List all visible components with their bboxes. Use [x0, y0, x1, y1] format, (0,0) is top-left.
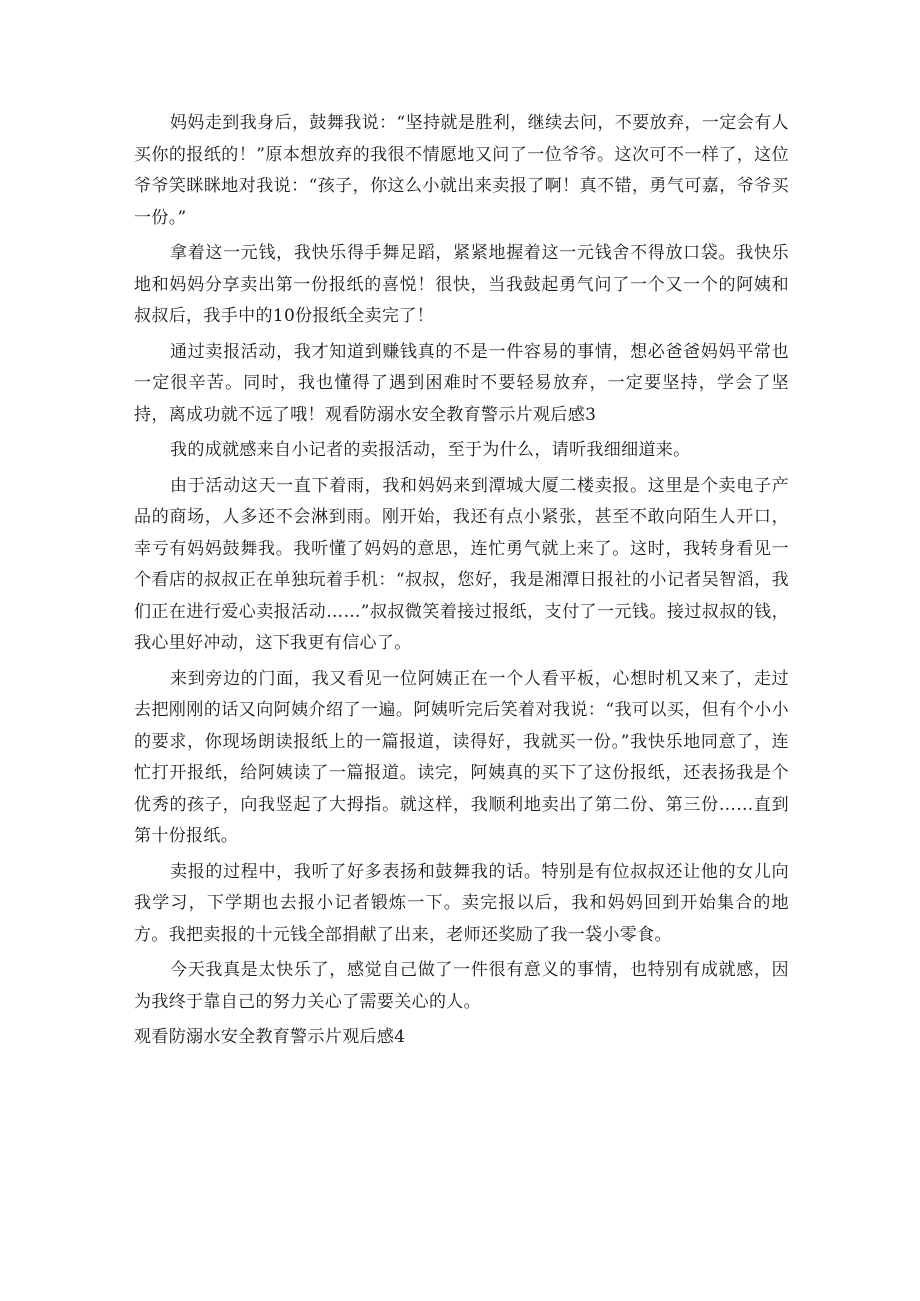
paragraph-3: 通过卖报活动，我才知道到赚钱真的不是一件容易的事情，想必爸爸妈妈平常也一定很辛苦。同时，我也懂得了遇到困难时不要轻易放弃，一定要坚持，学会了坚持，离成功就不远了哦！观看防溺水安全教育警示片观后感3 — [134, 341, 789, 425]
paragraph-8: 今天我真是太快乐了，感觉自己做了一件很有意义的事情，也特别有成就感，因为我终于靠自己的努力关心了需要关心的人。 — [134, 960, 789, 1012]
paragraph-1: 妈妈走到我身后，鼓舞我说：“坚持就是胜利，继续去问，不要放弃，一定会有人买你的报纸的！”原本想放弃的我很不情愿地又问了一位爷爷。这次可不一样了，这位爷爷笑眯眯地对我说：“孩子，你这么小就出来卖报了啊！真不错，勇气可嘉，爷爷买一份。” — [134, 113, 789, 228]
paragraph-6: 来到旁边的门面，我又看见一位阿姨正在一个人看平板，心想时机又来了，走过去把刚刚的话又向阿姨介绍了一遍。阿姨听完后笑着对我说：“我可以买，但有个小小的要求，你现场朗读报纸上的一篇报道，读得好，我就买一份。”我快乐地同意了，连忙打开报纸，给阿姨读了一篇报道。读完，阿姨真的买下了这份报纸，还表扬我是个优秀的孩子，向我竖起了大拇指。就这样，我顺利地卖出了第二份、第三份……直到第十份报纸。 — [134, 668, 789, 846]
paragraph-2: 拿着这一元钱，我快乐得手舞足蹈，紧紧地握着这一元钱舍不得放口袋。我快乐地和妈妈分享卖出第一份报纸的喜悦！很快，当我鼓起勇气问了一个又一个的阿姨和叔叔后，我手中的10份报纸全卖完了！ — [134, 243, 789, 326]
paragraph-4: 我的成就感来自小记者的卖报活动，至于为什么，请听我细细道来。 — [170, 440, 691, 460]
paragraph-5: 由于活动这天一直下着雨，我和妈妈来到潭城大厦二楼卖报。这里是个卖电子产品的商场，人多还不会淋到雨。刚开始，我还有点小紧张，甚至不敢向陌生人开口，幸亏有妈妈鼓舞我。我听懂了妈妈的意思，连忙勇气就上来了。这时，我转身看见一个看店的叔叔正在单独玩着手机：“叔叔，您好，我是湘潭日报社的小记者吴智滔，我们正在进行爱心卖报活动……”叔叔微笑着接过报纸，支付了一元钱。接过叔叔的钱，我心里好冲动，这下我更有信心了。 — [134, 475, 789, 653]
section-heading: 观看防溺水安全教育警示片观后感4 — [134, 1027, 406, 1047]
paragraph-7: 卖报的过程中，我听了好多表扬和鼓舞我的话。特别是有位叔叔还让他的女儿向我学习，下学期也去报小记者锻炼一下。卖完报以后，我和妈妈回到开始集合的地方。我把卖报的十元钱全部捐献了出来，老师还奖励了我一袋小零食。 — [134, 861, 789, 945]
document-body — [134, 108, 789, 1054]
